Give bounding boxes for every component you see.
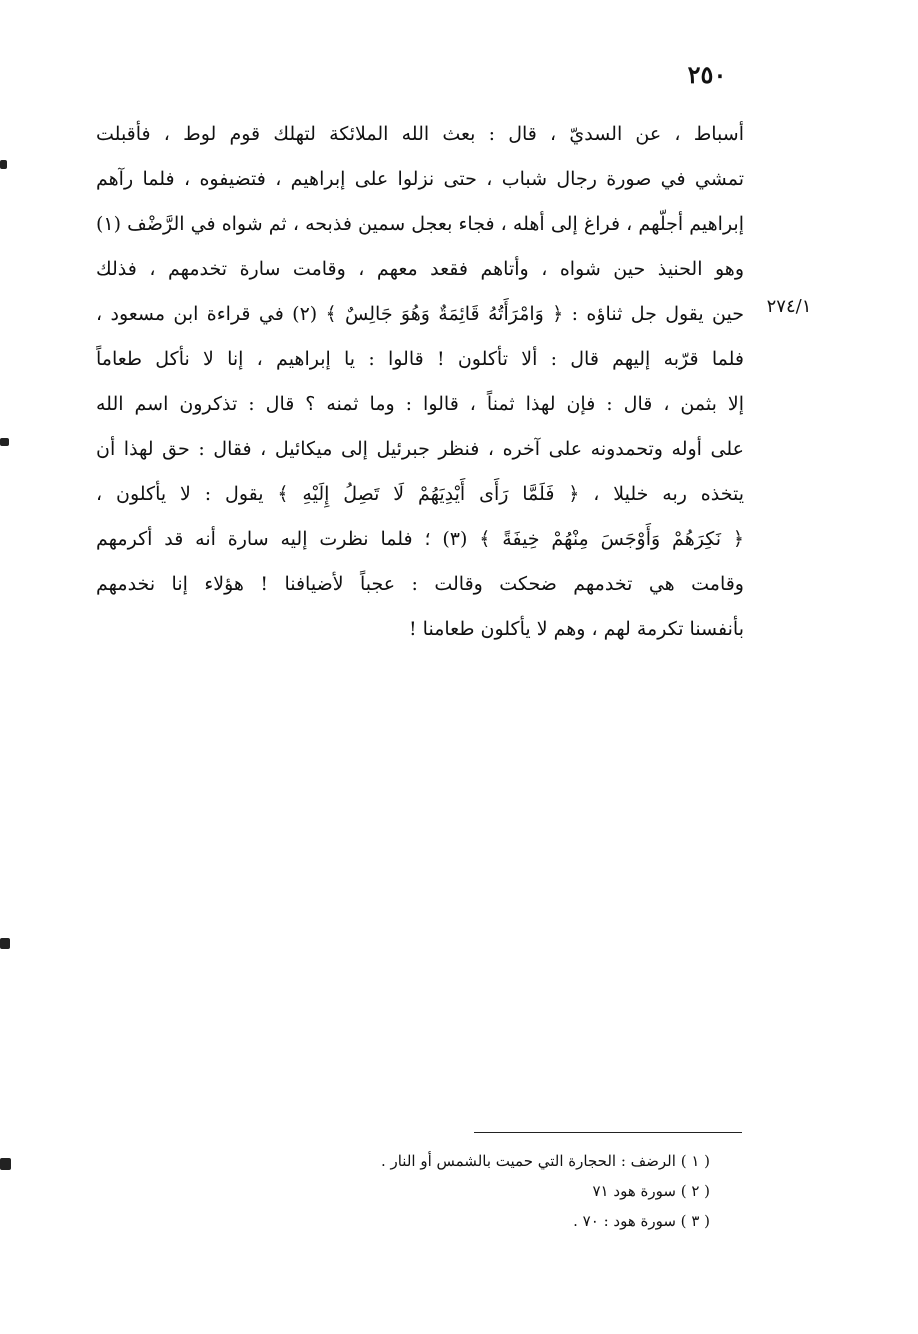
scan-edge-mark: [0, 438, 9, 446]
scan-edge-mark: [0, 938, 10, 949]
text-line: تمشي في صورة رجال شباب ، حتى نزلوا على إبراهيم ، فتضيفوه ، فلما رآهم: [96, 168, 744, 190]
footnote: ( ٢ ) سورة هود ٧١: [592, 1182, 710, 1200]
footnotes: [300, 1146, 710, 1236]
footnote-divider: [474, 1132, 742, 1133]
page-number: ٢٥٠: [687, 60, 727, 89]
footnote: ( ١ ) الرضف : الحجارة التي حميت بالشمس أو النار .: [380, 1152, 710, 1170]
main-text: [96, 112, 744, 652]
text-line: بأنفسنا تكرمة لهم ، وهم لا يأكلون طعامنا !: [409, 618, 744, 640]
footnote: ( ٣ ) سورة هود : ٧٠ .: [573, 1212, 710, 1230]
text-line: وهو الحنيذ حين شواه ، وأتاهم فقعد معهم ، وقامت سارة تخدمهم ، فذلك: [96, 258, 744, 280]
text-line: إلا بثمن ، قال : فإن لهذا ثمناً ، قالوا : وما ثمنه ؟ قال : تذكرون اسم الله: [96, 393, 744, 415]
text-line: إبراهيم أجلّهم ، فراغ إلى أهله ، فجاء بعجل سمين فذبحه ، ثم شواه في الرَّضْف (١): [96, 213, 744, 235]
text-line: وقامت هي تخدمهم ضحكت وقالت : عجباً لأضيافنا ! هؤلاء إنا نخدمهم: [96, 573, 744, 595]
text-line: أسباط ، عن السديّ ، قال : بعث الله الملائكة لتهلك قوم لوط ، فأقبلت: [96, 123, 744, 145]
scan-edge-mark: [0, 1158, 11, 1170]
text-line: حين يقول جل ثناؤه : ﴿ وَامْرَأَتُهُ قَائِمَةٌ وَهُوَ جَالِسٌ ﴾ (٢) في قراءة ابن مسعود ،: [96, 303, 744, 325]
text-line: فلما قرّبه إليهم قال : ألا تأكلون ! قالوا : يا إبراهيم ، إنا لا نأكل طعاماً: [96, 348, 744, 370]
margin-reference: ٢٧٤/١: [766, 296, 812, 317]
text-line: يتخذه ربه خليلا ، ﴿ فَلَمَّا رَأَى أَيْدِيَهُمْ لَا تَصِلُ إِلَيْهِ ﴾ يقول : لا يأكلون ،: [96, 483, 744, 505]
text-line: ﴿ نَكِرَهُمْ وَأَوْجَسَ مِنْهُمْ خِيفَةً ﴾ (٣) ؛ فلما نظرت إليه سارة أنه قد أكرمهم: [96, 528, 744, 550]
scan-edge-mark: [0, 160, 7, 169]
text-line: على أوله وتحمدونه على آخره ، فنظر جبرئيل إلى ميكائيل ، فقال : حق لهذا أن: [96, 438, 744, 460]
